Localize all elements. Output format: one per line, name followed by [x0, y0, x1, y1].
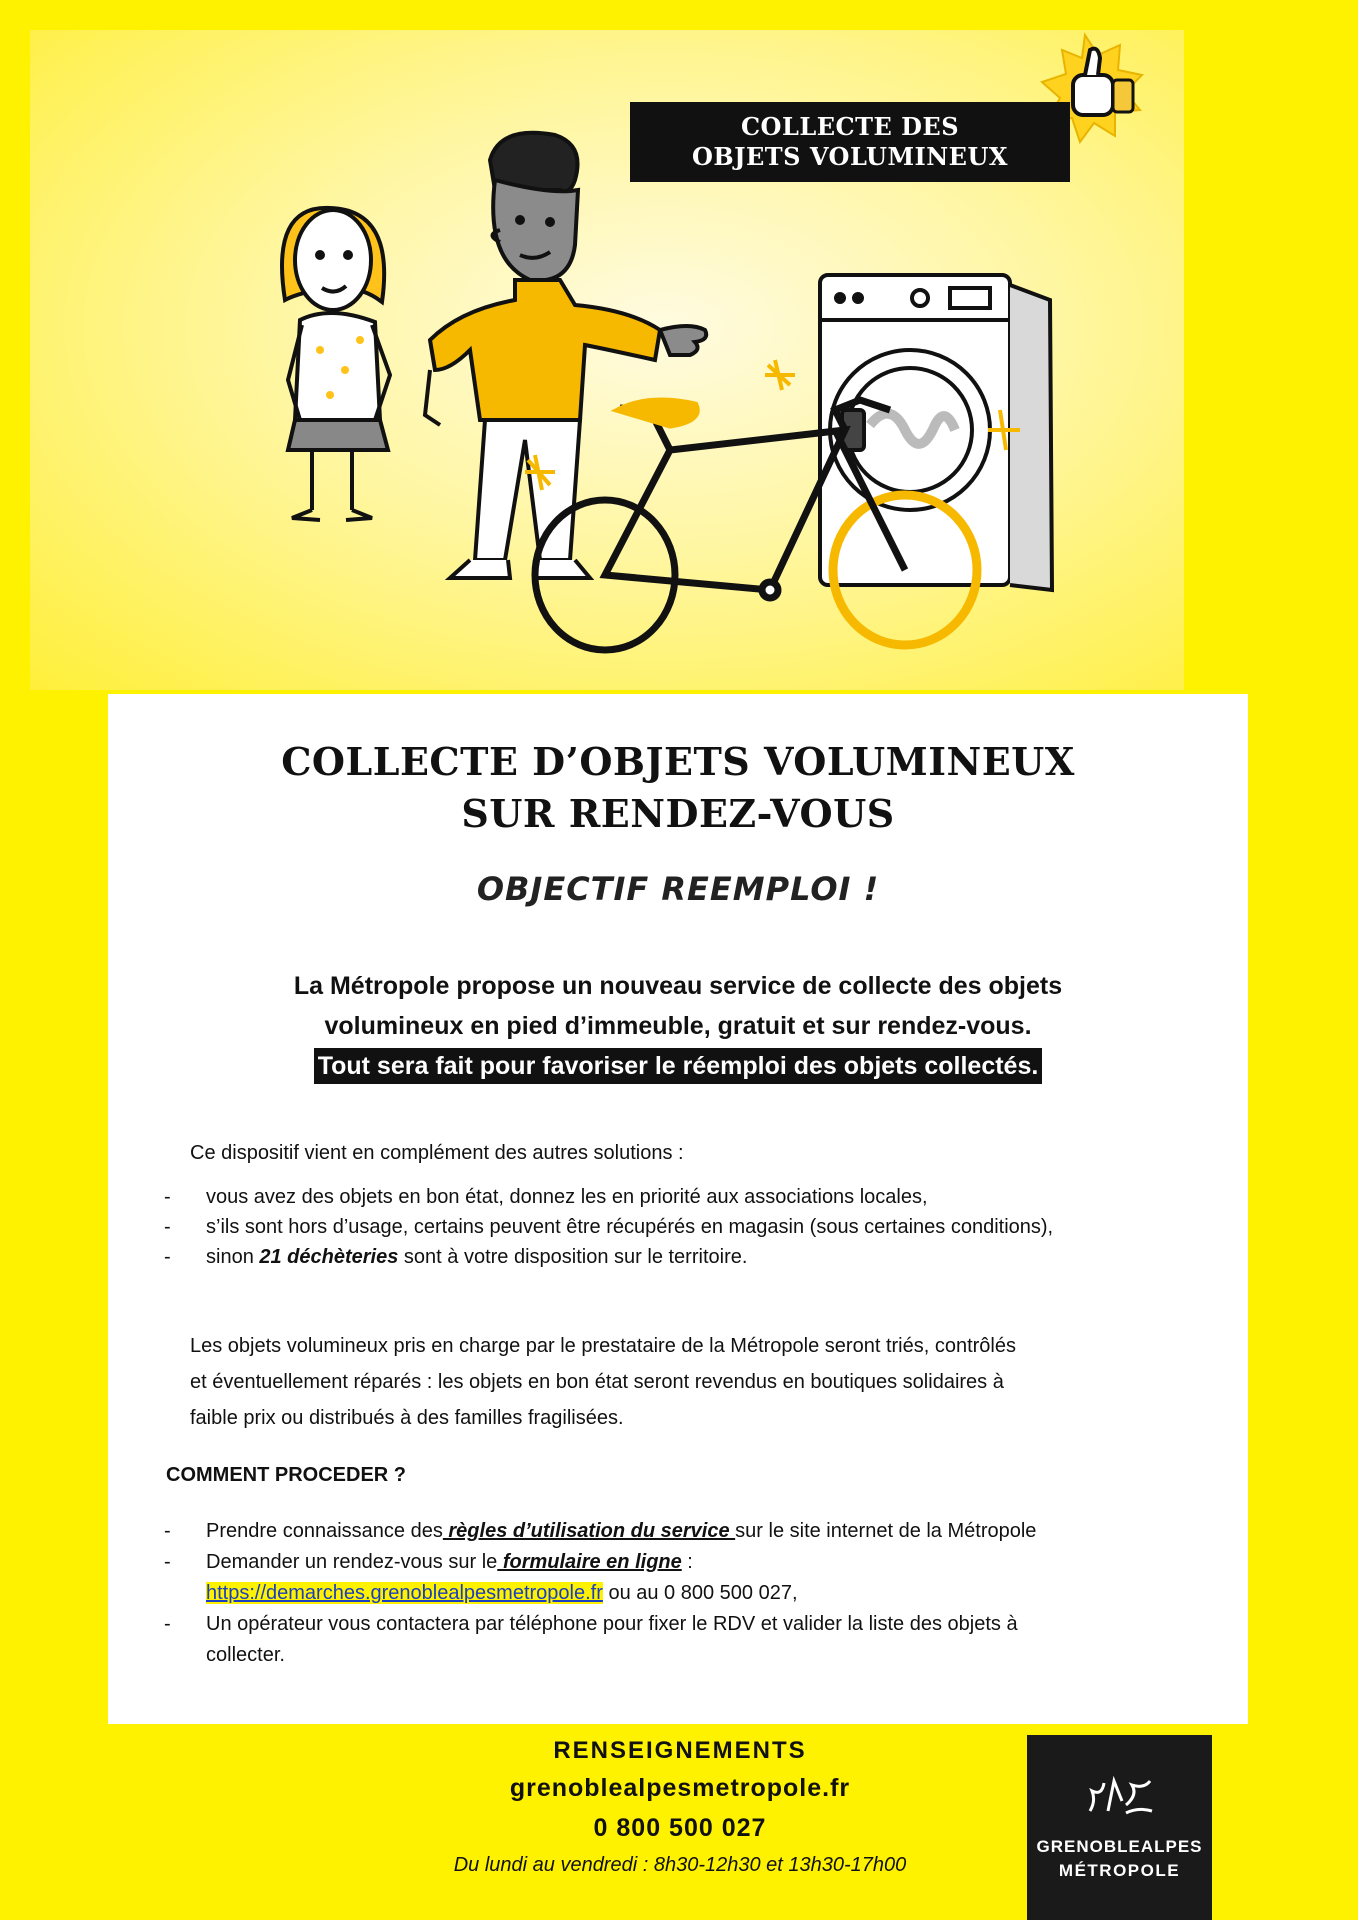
- solutions-list: [164, 1182, 1224, 1272]
- hero-badge: [630, 102, 1070, 182]
- hero-badge-line1: COLLECTE DES: [740, 112, 960, 141]
- online-form-link[interactable]: formulaire en ligne: [497, 1551, 682, 1573]
- bullet-dash: -: [164, 1613, 171, 1635]
- child-figure: [282, 208, 390, 520]
- list-item: [164, 1609, 1224, 1640]
- washing-machine-figure: [820, 275, 1052, 590]
- page-title: [108, 736, 1248, 840]
- intro-highlight: Tout sera fait pour favoriser le réemploi des objets collectés.: [314, 1048, 1043, 1084]
- bullet-dash: -: [164, 1186, 171, 1208]
- treatment-line2: et éventuellement réparés : les objets en bon état seront revendus en boutiques solidaires à: [190, 1371, 1004, 1393]
- treatment-line3: faible prix ou distribués à des familles fragilisées.: [190, 1407, 624, 1429]
- list-item-text: vous avez des objets en bon état, donnez les en priorité aux associations locales,: [206, 1186, 928, 1208]
- contact-website[interactable]: grenoblealpesmetropole.fr: [509, 1774, 851, 1802]
- list-item: [164, 1516, 1224, 1547]
- dechetteries-count: 21 déchèteries: [259, 1246, 399, 1268]
- step-text-after: ou au 0 800 500 027,: [602, 1582, 798, 1604]
- intro-paragraph: [108, 966, 1248, 1086]
- bullet-dash: -: [164, 1551, 171, 1573]
- intro-line2: volumineux en pied d’immeuble, gratuit et sur rendez-vous.: [324, 1012, 1032, 1040]
- main-content-card: [108, 694, 1248, 1724]
- title-line1: COLLECTE D’OBJETS VOLUMINEUX: [281, 739, 1075, 784]
- treatment-line1: Les objets volumineux pris en charge par le prestataire de la Métropole seront triés, contrôlés: [190, 1335, 1016, 1357]
- list-item: [164, 1242, 1224, 1272]
- list-item-continuation: [164, 1640, 1224, 1671]
- list-item: [164, 1182, 1224, 1212]
- list-item-text: s’ils sont hors d’usage, certains peuvent être récupérés en magasin (sous certaines conditions),: [206, 1216, 1054, 1238]
- list-item-text-before: sinon: [206, 1246, 260, 1268]
- step-text: collecter.: [206, 1644, 285, 1666]
- list-item-continuation: [164, 1578, 1224, 1609]
- bullet-dash: -: [164, 1216, 171, 1238]
- contact-phone[interactable]: 0 800 500 027: [593, 1814, 767, 1842]
- logo-text-line2: MÉTROPOLE: [1058, 1861, 1181, 1880]
- contact-label: RENSEIGNEMENTS: [553, 1737, 807, 1764]
- bullet-dash: -: [164, 1520, 171, 1542]
- rules-link[interactable]: règles d’utilisation du service: [442, 1520, 736, 1542]
- list-item-text-after: sont à votre disposition sur le territoire.: [398, 1246, 748, 1268]
- how-to-heading: COMMENT PROCEDER ?: [166, 1464, 406, 1486]
- step-text: Un opérateur vous contactera par téléphone pour fixer le RDV et valider la liste des objets à: [206, 1613, 1018, 1635]
- metropole-logo: [1027, 1735, 1212, 1920]
- title-line2: SUR RENDEZ-VOUS: [461, 791, 895, 836]
- demarches-url-link[interactable]: https://demarches.grenoblealpesmetropole.fr: [206, 1582, 603, 1604]
- step-text-before: Prendre connaissance des: [206, 1520, 443, 1542]
- metropole-logo-icon: [1082, 1771, 1158, 1821]
- step-text-before: Demander un rendez-vous sur le: [206, 1551, 498, 1573]
- page-subtitle: OBJECTIF REEMPLOI !: [476, 870, 880, 908]
- treatment-paragraph: [190, 1328, 1190, 1436]
- complement-paragraph: Ce dispositif vient en complément des autres solutions :: [190, 1142, 684, 1164]
- bullet-dash: -: [164, 1246, 171, 1268]
- hero-badge-line2: OBJETS VOLUMINEUX: [691, 142, 1009, 171]
- intro-line1: La Métropole propose un nouveau service de collecte des objets: [293, 972, 1063, 1000]
- list-item: [164, 1547, 1224, 1578]
- contact-hours: Du lundi au vendredi : 8h30-12h30 et 13h30-17h00: [453, 1854, 907, 1876]
- step-text-after: :: [681, 1551, 693, 1573]
- step-text-after: sur le site internet de la Métropole: [735, 1520, 1037, 1542]
- hero-illustration: [30, 30, 1184, 690]
- contact-info: [380, 1734, 980, 1882]
- list-item: [164, 1212, 1224, 1242]
- logo-text-line1: GRENOBLEALPES: [1036, 1837, 1203, 1856]
- steps-list: [164, 1516, 1224, 1671]
